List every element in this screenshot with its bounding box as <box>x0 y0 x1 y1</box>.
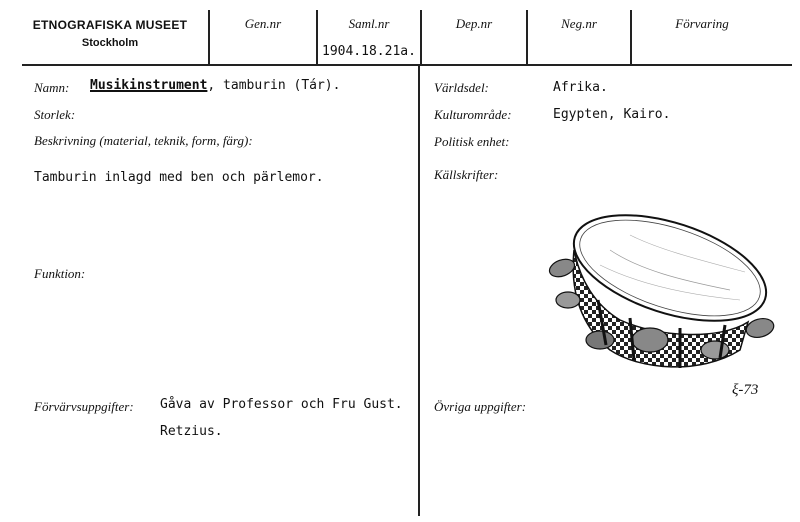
header-bottom-rule <box>22 64 792 66</box>
namn-label: Namn: <box>34 80 70 95</box>
neg-nr-label: Neg.nr <box>561 16 597 31</box>
namn-value <box>90 78 340 93</box>
storlek-label: Storlek: <box>34 107 76 122</box>
forvarv-value-line1: Gåva av Professor och Fru Gust. <box>160 397 403 412</box>
namn-rest: , tamburin (Tár). <box>207 78 341 93</box>
tambourine-illustration <box>540 210 780 385</box>
kallskrifter-label: Källskrifter: <box>434 167 499 182</box>
politisk-enhet-label: Politisk enhet: <box>434 134 510 149</box>
saml-nr-value: 1904.18.21a. <box>322 44 416 59</box>
catalog-signature: ξ-73 <box>732 382 759 398</box>
varldsdel-label: Världsdel: <box>434 80 489 95</box>
forvarv-label: Förvärvsuppgifter: <box>34 399 134 414</box>
saml-nr-label: Saml.nr <box>348 16 390 31</box>
beskrivning-label: Beskrivning (material, teknik, form, färg): <box>34 133 253 148</box>
forvaring-label: Förvaring <box>675 16 729 31</box>
namn-main: Musikinstrument <box>90 78 208 93</box>
center-divider <box>418 64 420 516</box>
museum-city: Stockholm <box>81 37 139 49</box>
forvarv-value-line2: Retzius. <box>160 424 223 439</box>
kulturomrade-label: Kulturområde: <box>434 107 512 122</box>
varldsdel-value: Afrika. <box>553 80 608 95</box>
museum-name: ETNOGRAFISKA MUSEET <box>32 18 188 32</box>
ovriga-uppgifter-label: Övriga uppgifter: <box>434 399 527 414</box>
dep-nr-label: Dep.nr <box>455 16 493 31</box>
kulturomrade-value: Egypten, Kairo. <box>553 107 671 122</box>
beskrivning-value: Tamburin inlagd med ben och pärlemor. <box>34 170 324 185</box>
funktion-label: Funktion: <box>34 266 86 281</box>
gen-nr-label: Gen.nr <box>244 16 282 31</box>
